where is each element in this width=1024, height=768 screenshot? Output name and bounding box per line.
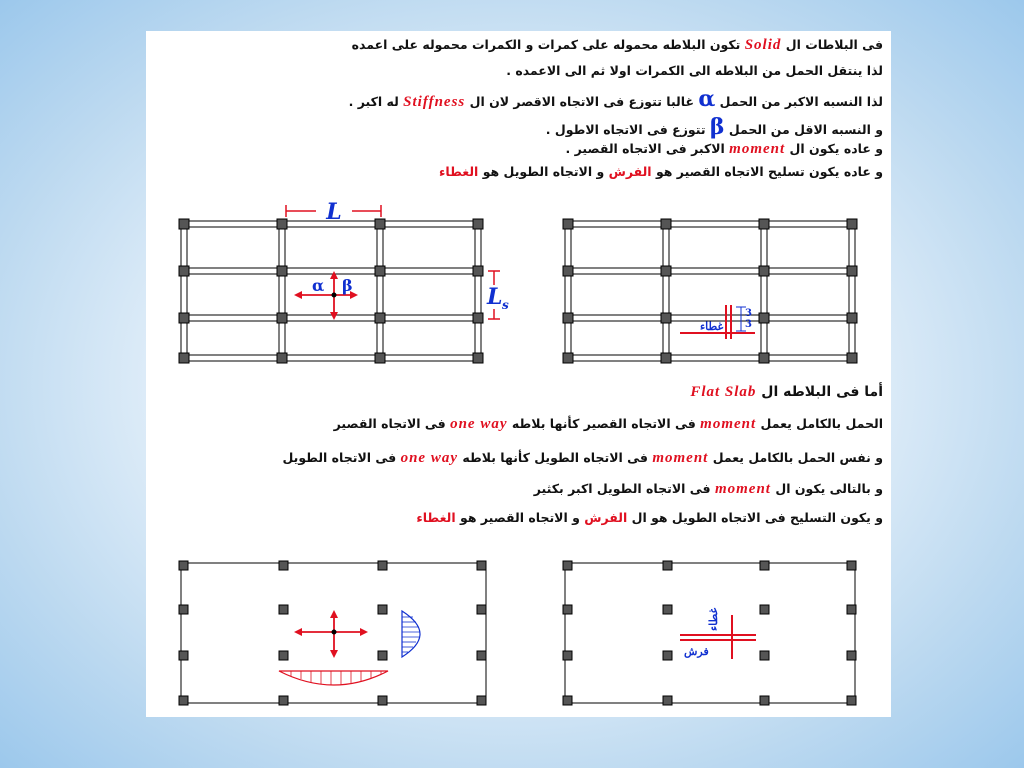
text-line-4: و النسبه الاقل من الحمل β تتوزع فى الاتجاه الاطول . [545, 114, 883, 140]
text-line-8: الحمل بالكامل يعمل moment فى الاتجاه القصير كأنها بلاطه one way فى الاتجاه القصير [333, 416, 883, 432]
L-label: L [326, 199, 342, 225]
text-line-5: و عاده يكون ال moment الاكبر فى الاتجاه القصير . [565, 141, 883, 157]
text-line-7: أما فى البلاطه ال Flat Slab [690, 384, 883, 400]
text-line-3: لذا النسبه الاكبر من الحمل α غالبا تتوزع فى الاتجاه الاقصر لان ال Stiffness له اكبر . [348, 86, 883, 112]
text-line-6: و عاده يكون تسليح الاتجاه القصير هو الفرش و الاتجاه الطويل هو الغطاء [439, 164, 883, 179]
columns [563, 219, 857, 363]
load-point [332, 630, 337, 635]
beta-label: β [342, 276, 353, 295]
load-distribution-arrows [294, 610, 368, 658]
text-line-11: و يكون التسليح فى الاتجاه الطويل هو ال الفرش و الاتجاه القصير هو الغطاء [416, 510, 883, 525]
stiffness-term: Stiffness [403, 94, 466, 110]
flat-slab-reinforcement-diagram [560, 559, 860, 709]
alpha-symbol: α [698, 86, 716, 112]
solid-slab-load-diagram [176, 191, 516, 371]
moment-curve-long [279, 671, 388, 685]
solid-slab-reinforcement-diagram [560, 217, 860, 367]
slide-content [146, 31, 891, 717]
beta-symbol: β [709, 114, 725, 140]
columns [179, 219, 483, 363]
solid-term: Solid [744, 37, 782, 53]
farsh-term: الفرش [608, 164, 652, 179]
moment-term: moment [729, 141, 786, 157]
beam-grid [181, 221, 481, 361]
flat-slab-term: Flat Slab [690, 384, 757, 400]
alpha-label: α [312, 276, 325, 295]
ghetaa-label: غطاء [700, 320, 724, 333]
dim-mark-top: 3 [745, 308, 752, 319]
text-line-2: لذا ينتقل الحمل من البلاطه الى الكمرات اولا ثم الى الاعمده . [506, 63, 883, 78]
text-line-1: فى البلاطات ال Solid تكون البلاطه محموله على كمرات و الكمرات محموله على اعمده [351, 37, 883, 53]
Ls-subscript: s [502, 298, 509, 312]
ghetaa-vertical-label: غطاء [707, 607, 720, 631]
text-line-10: و بالتالى يكون ال moment فى الاتجاه الطويل اكبر بكثير [533, 481, 883, 497]
dim-mark-bottom: 3 [745, 319, 752, 330]
span-Ls-dimension [482, 271, 516, 319]
text-line-9: و نفس الحمل بالكامل يعمل moment فى الاتجاه الطويل كأنها بلاطه one way فى الاتجاه الطويل [282, 450, 883, 466]
moment-curve-short [402, 611, 420, 657]
Ls-label: L [487, 284, 503, 310]
ghetaa-term: الغطاء [439, 164, 479, 179]
flat-slab-moment-diagram [176, 559, 516, 709]
load-point [332, 293, 337, 298]
farsh-label: فرش [684, 645, 709, 658]
columns [563, 561, 856, 705]
